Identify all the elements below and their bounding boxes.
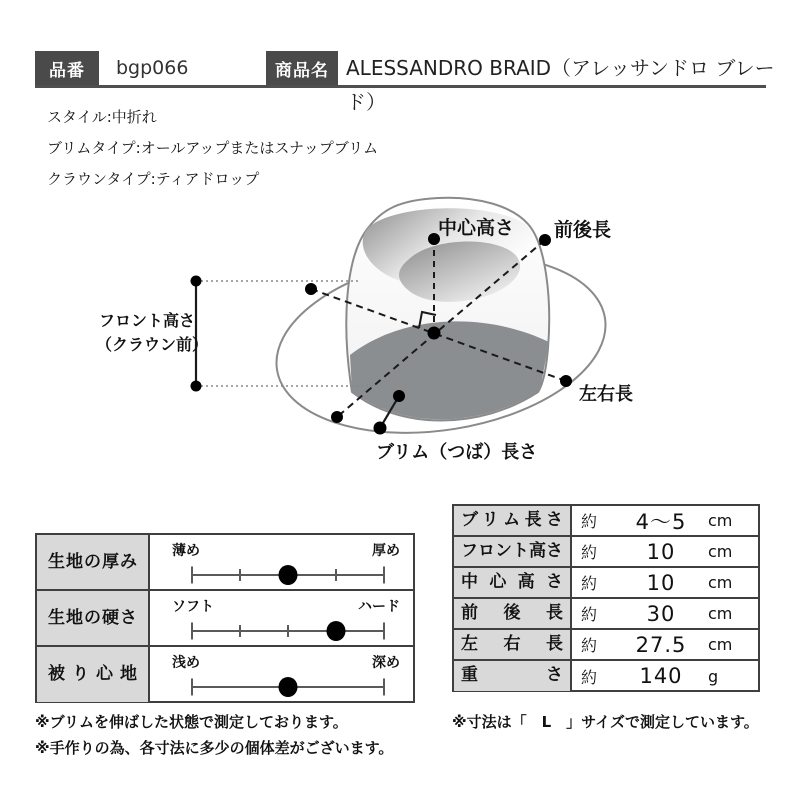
slider-dot <box>279 565 298 585</box>
spec-brim-type: ブリムタイプ:オールアップまたはスナップブリム <box>47 139 379 157</box>
scale-left-label: ソフト <box>172 599 214 615</box>
header-divider <box>35 85 766 88</box>
fabric-row-fit <box>37 647 413 702</box>
approx-prefix: 約 <box>581 636 598 655</box>
label-front-height-line2: （クラウン前） <box>96 335 209 354</box>
size-row-label: 重さ <box>454 661 572 691</box>
measure-dot <box>191 381 202 392</box>
slider-tick <box>335 569 337 581</box>
slider-dot <box>327 621 346 641</box>
fabric-row-scale <box>150 591 413 645</box>
slider-tick <box>287 625 289 637</box>
size-unit: cm <box>708 635 733 654</box>
slider-tick <box>383 679 385 696</box>
fabric-row-scale <box>150 535 413 589</box>
measure-dot <box>374 422 387 435</box>
size-row-label: 前後長 <box>454 599 572 628</box>
table-row <box>454 506 758 537</box>
approx-prefix: 約 <box>581 574 598 593</box>
spec-style: スタイル:中折れ <box>47 108 157 126</box>
footnote-brim-measurement: ※ブリムを伸ばした状態で測定しております。 <box>35 713 348 731</box>
fabric-attribute-table <box>35 533 415 703</box>
slider-tick <box>239 569 241 581</box>
size-unit: cm <box>708 573 733 592</box>
label-front-height <box>96 309 209 357</box>
fit-slider <box>192 675 384 699</box>
fabric-row-label: 生地の硬さ <box>37 591 150 645</box>
fabric-row-label: 被り心地 <box>37 647 150 702</box>
label-front-height-line1: フロント高さ <box>98 311 195 330</box>
measure-dot <box>191 276 202 287</box>
size-value: 27.5 <box>635 632 687 657</box>
size-row-label: ブリム長さ <box>454 506 572 535</box>
center-dot <box>428 327 441 340</box>
label-center-height: 中心高さ <box>438 217 515 239</box>
size-value: 10 <box>646 539 676 564</box>
slider-dot <box>279 677 298 697</box>
label-brim-length: ブリム（つば）長さ <box>376 442 538 463</box>
thickness-slider <box>192 563 384 587</box>
approx-prefix: 約 <box>581 512 598 531</box>
measure-dot <box>331 411 343 423</box>
scale-right-label: 厚め <box>372 543 400 559</box>
scale-right-label: 深め <box>372 655 400 671</box>
label-front-back-length: 前後長 <box>554 219 612 241</box>
size-unit: cm <box>708 511 733 530</box>
slider-tick <box>191 567 193 584</box>
size-table <box>452 504 760 692</box>
approx-prefix: 約 <box>581 543 598 562</box>
approx-prefix: 約 <box>581 605 598 624</box>
slider-tick <box>239 625 241 637</box>
size-unit: cm <box>708 604 733 623</box>
label-left-right-length: 左右長 <box>579 384 633 405</box>
measure-dot <box>539 234 551 246</box>
measure-dot <box>305 283 317 295</box>
spec-crown-type: クラウンタイプ:ティアドロップ <box>47 170 260 188</box>
fabric-row-hardness <box>37 591 413 647</box>
fabric-row-thickness <box>37 535 413 591</box>
footnote-size-basis: ※寸法は「 L 」サイズで測定しています。 <box>452 713 759 731</box>
fabric-row-scale <box>150 647 413 702</box>
footnote-handmade-variance: ※手作りの為、各寸法に多少の個体差がございます。 <box>35 739 394 757</box>
size-row-label: 中心高さ <box>454 568 572 597</box>
table-row <box>454 537 758 568</box>
size-row-label: 左右長 <box>454 630 572 659</box>
slider-tick <box>383 567 385 584</box>
hardness-slider <box>192 619 384 643</box>
scale-left-label: 薄め <box>172 543 200 559</box>
size-unit: g <box>708 666 719 686</box>
slider-tick <box>191 623 193 640</box>
size-value: 140 <box>639 664 683 688</box>
scale-left-label: 浅め <box>172 655 200 671</box>
product-name-value: ALESSANDRO BRAID（アレッサンドロ ブレード） <box>346 56 775 114</box>
table-row <box>454 661 758 691</box>
table-row <box>454 630 758 661</box>
size-row-label: フロント高さ <box>454 537 572 566</box>
measure-dot <box>393 390 405 402</box>
product-name-label-badge: 商品名 <box>266 51 338 85</box>
approx-prefix: 約 <box>581 667 598 687</box>
size-value: 30 <box>646 601 676 626</box>
table-row <box>454 568 758 599</box>
size-value: 10 <box>646 570 676 595</box>
fabric-row-label: 生地の厚み <box>37 535 150 589</box>
slider-tick <box>191 679 193 696</box>
item-number-value: bgp066 <box>116 57 189 79</box>
table-row <box>454 599 758 630</box>
size-unit: cm <box>708 542 733 561</box>
scale-right-label: ハード <box>358 599 400 615</box>
slider-tick <box>383 623 385 640</box>
item-number-label-badge: 品番 <box>35 51 99 85</box>
size-value: 4～5 <box>635 509 687 534</box>
measure-dot <box>560 375 572 387</box>
